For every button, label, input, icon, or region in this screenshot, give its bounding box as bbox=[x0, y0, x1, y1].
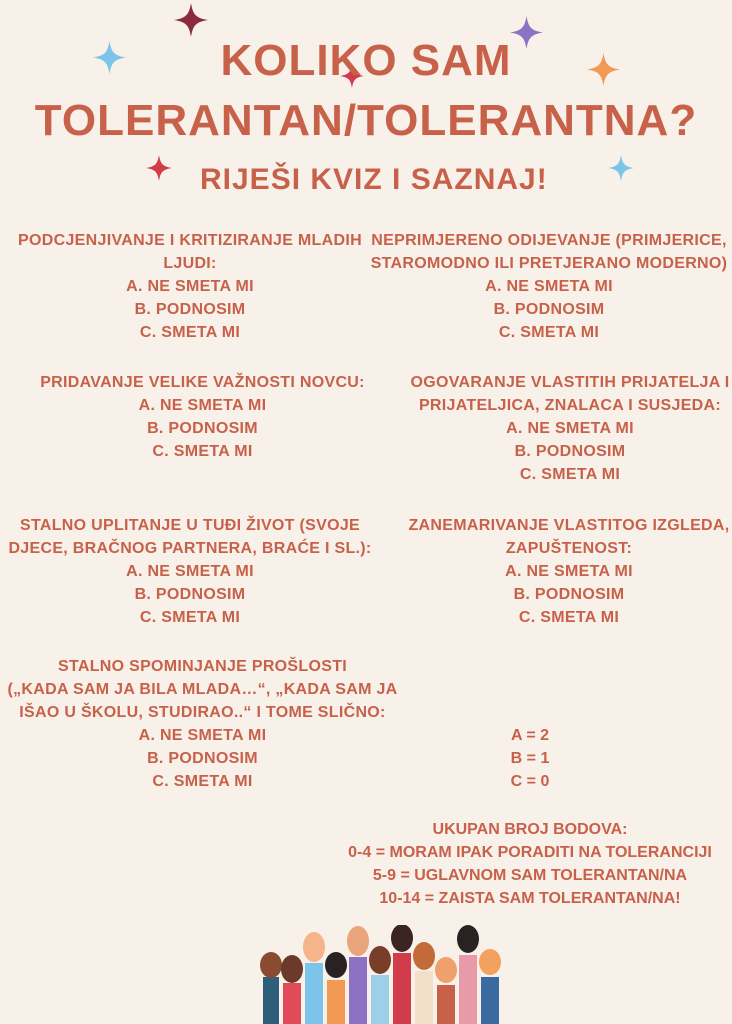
points-a: A = 2 bbox=[510, 727, 550, 744]
question-text-line: DJECE, BRAČNOG PARTNERA, BRAĆE I SL.): bbox=[8, 540, 372, 557]
question-text-line: ZANEMARIVANJE VLASTITOG IZGLEDA, bbox=[408, 517, 730, 534]
option-a: A. NE SMETA MI bbox=[138, 727, 267, 744]
page-title-line2: TOLERANTAN/TOLERANTNA? bbox=[34, 96, 698, 145]
question-6 bbox=[396, 514, 732, 629]
sparkle-red-small-icon bbox=[146, 155, 172, 181]
option-c: C. SMETA MI bbox=[498, 324, 600, 341]
question-text-line: STALNO UPLITANJE U TUĐI ŽIVOT (SVOJE bbox=[19, 517, 360, 534]
option-a: A. NE SMETA MI bbox=[506, 420, 634, 437]
raised-hands-illustration bbox=[255, 925, 505, 1024]
option-c: C. SMETA MI bbox=[519, 466, 621, 483]
option-c: C. SMETA MI bbox=[152, 443, 253, 460]
option-b: B. PODNOSIM bbox=[147, 420, 258, 437]
result-range-1: 0-4 = MORAM IPAK PORADITI NA TOLERANCIJI bbox=[348, 844, 712, 861]
question-text-line: PRIJATELJICA, ZNALACA I SUSJEDA: bbox=[418, 397, 722, 414]
sparkle-maroon-icon bbox=[174, 3, 208, 37]
question-text-line: LJUDI: bbox=[163, 255, 217, 272]
question-text-line: ZAPUŠTENOST: bbox=[505, 540, 633, 557]
option-b: B. PODNOSIM bbox=[134, 586, 246, 603]
question-text-line: PRIDAVANJE VELIKE VAŽNOSTI NOVCU: bbox=[40, 374, 365, 391]
option-c: C. SMETA MI bbox=[152, 773, 253, 790]
question-text-line: NEPRIMJERENO ODIJEVANJE (PRIMJERICE, bbox=[371, 232, 727, 249]
result-range-3: 10-14 = ZAISTA SAM TOLERANTAN/NA! bbox=[379, 890, 681, 907]
question-text-line: („KADA SAM JA BILA MLADA…“, „KADA SAM JA bbox=[7, 681, 398, 698]
points-b: B = 1 bbox=[510, 750, 550, 767]
question-text-line: IŠAO U ŠKOLU, STUDIRAO..“ I TOME SLIČNO: bbox=[19, 704, 386, 721]
option-b: B. PODNOSIM bbox=[493, 301, 605, 318]
question-3 bbox=[0, 371, 405, 463]
option-a: A. NE SMETA MI bbox=[485, 278, 613, 295]
option-b: B. PODNOSIM bbox=[134, 301, 246, 318]
question-text-line: PODCJENJIVANJE I KRITIZIRANJE MLADIH bbox=[18, 232, 362, 249]
question-2 bbox=[366, 229, 732, 344]
option-a: A. NE SMETA MI bbox=[126, 563, 254, 580]
result-range-2: 5-9 = UGLAVNOM SAM TOLERANTAN/NA bbox=[372, 867, 688, 884]
option-c: C. SMETA MI bbox=[518, 609, 620, 626]
question-text-line: OGOVARANJE VLASTITIH PRIJATELJA I bbox=[410, 374, 730, 391]
option-a: A. NE SMETA MI bbox=[505, 563, 633, 580]
option-a: A. NE SMETA MI bbox=[138, 397, 267, 414]
option-b: B. PODNOSIM bbox=[513, 586, 625, 603]
option-c: C. SMETA MI bbox=[139, 609, 241, 626]
points-c: C = 0 bbox=[510, 773, 550, 790]
question-5 bbox=[0, 514, 380, 629]
question-7 bbox=[0, 655, 405, 793]
page-subtitle: RIJEŠI KVIZ I SAZNAJ! bbox=[200, 163, 548, 196]
points-legend bbox=[470, 724, 590, 793]
option-b: B. PODNOSIM bbox=[514, 443, 626, 460]
option-a: A. NE SMETA MI bbox=[126, 278, 254, 295]
question-1 bbox=[0, 229, 380, 344]
results-heading: UKUPAN BROJ BODOVA: bbox=[432, 821, 628, 838]
option-b: B. PODNOSIM bbox=[147, 750, 258, 767]
page-title-line1: KOLIKO SAM bbox=[220, 36, 512, 85]
sparkle-blue-small-icon bbox=[608, 155, 634, 181]
question-4 bbox=[400, 371, 732, 486]
question-text-line: STAROMODNO ILI PRETJERANO MODERNO) bbox=[370, 255, 728, 272]
question-text-line: STALNO SPOMINJANJE PROŠLOSTI bbox=[57, 658, 348, 675]
option-c: C. SMETA MI bbox=[139, 324, 241, 341]
results-block bbox=[318, 818, 732, 910]
